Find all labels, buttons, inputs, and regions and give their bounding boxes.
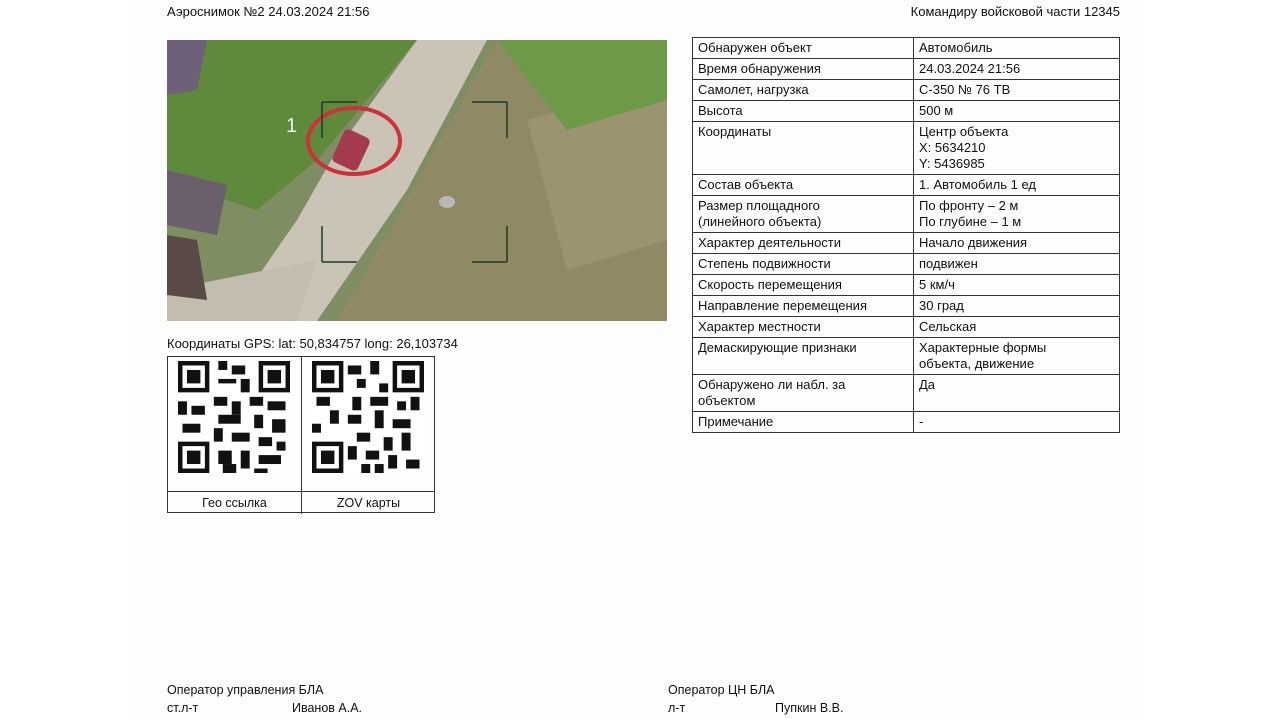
sign-left-rank: ст.л-т (167, 701, 199, 715)
row-value: - (914, 412, 1120, 433)
row-value-line: Y: 5436985 (919, 156, 985, 171)
row-key (693, 375, 914, 412)
row-key: Самолет, нагрузка (693, 80, 914, 101)
row-key: Характер местности (693, 317, 914, 338)
row-value: 500 м (914, 101, 1120, 122)
row-value: подвижен (914, 254, 1120, 275)
table-row (693, 196, 1120, 233)
row-key: Направление перемещения (693, 296, 914, 317)
row-key: Время обнаружения (693, 59, 914, 80)
qr-label: Гео ссылка (168, 491, 301, 514)
page-margin (0, 0, 132, 719)
row-value (914, 338, 1120, 375)
gps-coordinates: Координаты GPS: lat: 50,834757 long: 26,103734 (167, 336, 458, 351)
row-value (914, 122, 1120, 175)
row-value: Да (914, 375, 1120, 412)
row-value-line: Центр объекта (919, 124, 1009, 139)
sign-left-name: Иванов А.А. (292, 701, 363, 715)
row-key-line: Обнаружено ли набл. за (698, 377, 846, 392)
table-row (693, 122, 1120, 175)
row-key: Степень подвижности (693, 254, 914, 275)
row-key: Примечание (693, 412, 914, 433)
table-row (693, 38, 1120, 59)
table-row (693, 412, 1120, 433)
table-row (693, 175, 1120, 196)
table-row (693, 59, 1120, 80)
photo-title: Аэроснимок №2 24.03.2024 21:56 (167, 4, 370, 19)
qr-label: ZOV карты (302, 491, 435, 514)
sign-right-name: Пупкин В.В. (775, 701, 844, 715)
row-value (914, 196, 1120, 233)
row-key: Демаскирующие признаки (693, 338, 914, 375)
row-value: 30 град (914, 296, 1120, 317)
row-key-line: Размер площадного (698, 198, 820, 213)
table-row (693, 317, 1120, 338)
qr-code-icon (308, 361, 428, 473)
table-row (693, 296, 1120, 317)
recipient: Командиру войсковой части 12345 (910, 4, 1120, 19)
row-key-line: объектом (698, 393, 756, 408)
table-row (693, 254, 1120, 275)
row-value-line: По фронту – 2 м (919, 198, 1019, 213)
qr-block (167, 356, 435, 513)
row-value: 24.03.2024 21:56 (914, 59, 1120, 80)
row-key: Характер деятельности (693, 233, 914, 254)
row-key: Обнаружен объект (693, 38, 914, 59)
row-key: Координаты (693, 122, 914, 175)
table-row (693, 80, 1120, 101)
row-value: Сельская (914, 317, 1120, 338)
row-key (693, 196, 914, 233)
table-row (693, 101, 1120, 122)
qr-zov-maps[interactable] (302, 357, 435, 514)
row-value-line: объекта, движение (919, 356, 1035, 371)
object-report-table (692, 37, 1120, 433)
row-value: 1. Автомобиль 1 ед (914, 175, 1120, 196)
row-value: Автомобиль (914, 38, 1120, 59)
table-row (693, 375, 1120, 412)
row-value: С-350 № 76 ТВ (914, 80, 1120, 101)
aerial-photo-drawing (167, 40, 667, 321)
sign-right-title: Оператор ЦН БЛА (668, 683, 775, 697)
row-key: Скорость перемещения (693, 275, 914, 296)
row-value: Начало движения (914, 233, 1120, 254)
aerial-photo (167, 40, 667, 321)
qr-code-icon (174, 361, 294, 473)
table-row (693, 275, 1120, 296)
qr-geo-link[interactable] (168, 357, 302, 514)
row-key: Высота (693, 101, 914, 122)
table-row (693, 233, 1120, 254)
row-value: 5 км/ч (914, 275, 1120, 296)
row-value-line: X: 5634210 (919, 140, 986, 155)
row-key-line: (линейного объекта) (698, 214, 822, 229)
row-value-line: Характерные формы (919, 340, 1047, 355)
sign-left-title: Оператор управления БЛА (167, 683, 324, 697)
row-value-line: По глубине – 1 м (919, 214, 1022, 229)
target-marker-label: 1 (286, 115, 298, 137)
row-key: Состав объекта (693, 175, 914, 196)
table-row (693, 338, 1120, 375)
sign-right-rank: л-т (668, 701, 686, 715)
